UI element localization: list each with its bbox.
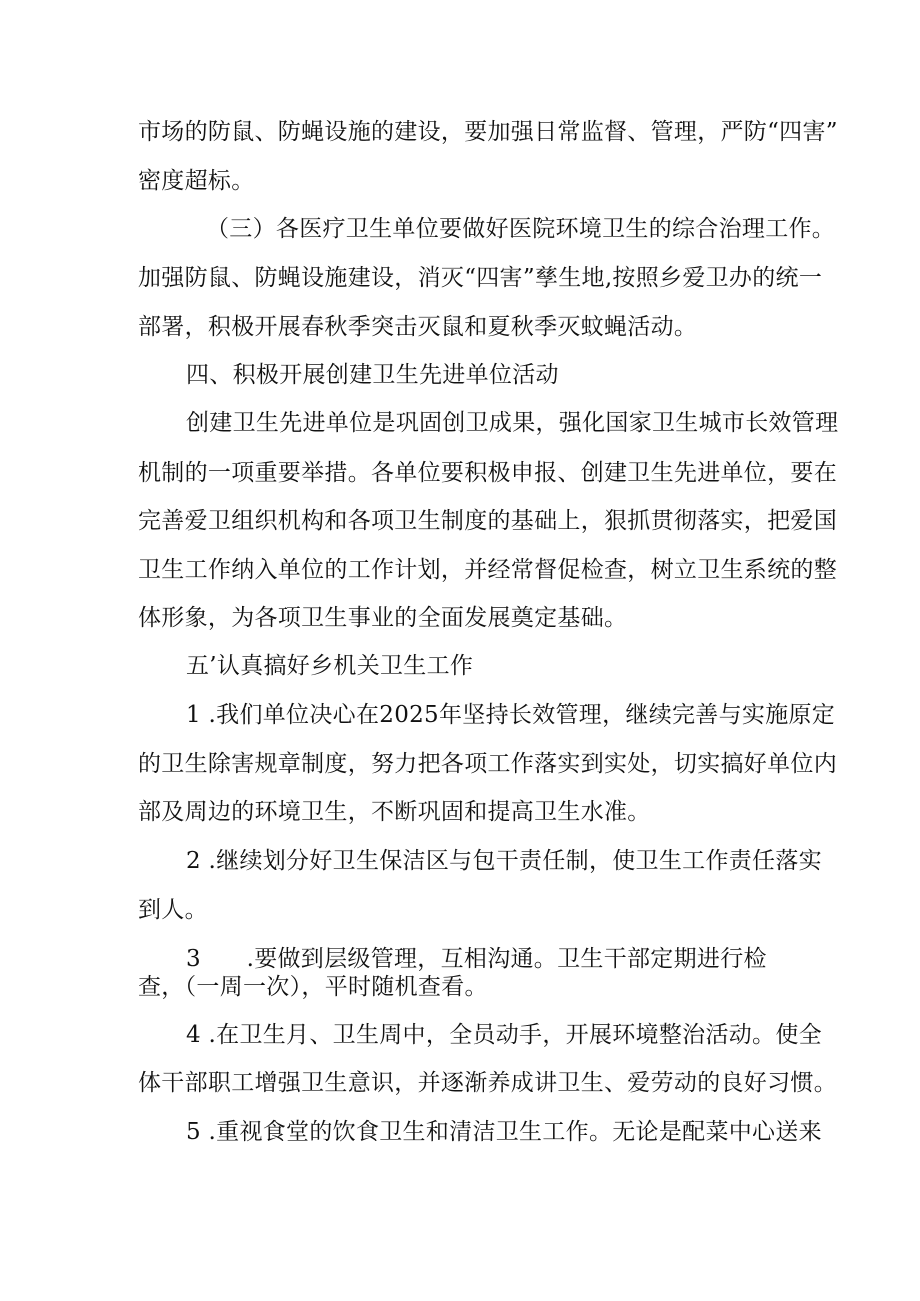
paragraph-line: 部署，积极开展春秋季突击灭鼠和夏秋季灭蚊蝇活动。 (138, 314, 698, 340)
paragraph-line: 完善爱卫组织机构和各项卫生制度的基础上，狠抓贯彻落实，把爱国 (138, 508, 837, 534)
paragraph-line: 机制的一项重要举措。各单位要积极申报、创建卫生先进单位，要在 (138, 460, 837, 486)
list-item: 3 .要做到层级管理，互相沟通。卫生干部定期进行检 (186, 946, 767, 972)
paragraph-line: 加强防鼠、防蝇设施建设，消灭“四害”孳生地,按照乡爱卫办的统一 (138, 265, 823, 291)
section-heading: 四、积极开展创建卫生先进单位活动 (186, 362, 559, 388)
paragraph-line: 体形象，为各项卫生事业的全面发展奠定基础。 (138, 605, 628, 631)
paragraph-line: 的卫生除害规章制度，努力把各项工作落实到实处，切实搞好单位内 (138, 751, 837, 777)
paragraph-line: 体干部职工增强卫生意识，并逐渐养成讲卫生、爱劳动的良好习惯。 (138, 1070, 837, 1096)
section-heading: 五’认真搞好乡机关卫生工作 (186, 653, 474, 679)
paragraph-line: 到人。 (138, 897, 208, 923)
paragraph-line: 部及周边的环境卫生，不断巩固和提高卫生水准。 (138, 799, 651, 825)
list-item: 4 .在卫生月、卫生周中，全员动手，开展环境整治活动。使全 (186, 1022, 822, 1048)
list-item: 5 .重视食堂的饮食卫生和清洁卫生工作。无论是配菜中心送来 (186, 1119, 822, 1145)
list-item: 1 .我们单位决心在2025年坚持长效管理，继续完善与实施原定 (186, 702, 836, 728)
paragraph-line: 市场的防鼠、防蝇设施的建设，要加强日常监督、管理，严防“四害” (138, 119, 838, 145)
section-heading: （三）各医疗卫生单位要做好医院环境卫生的综合治理工作。 (206, 216, 836, 242)
paragraph-line: 密度超标。 (138, 168, 255, 194)
paragraph-line: 卫生工作纳入单位的工作计划，并经常督促检查，树立卫生系统的整 (138, 557, 837, 583)
paragraph-line: 查，（一周一次），平时随机查看。 (138, 974, 488, 1000)
list-item: 2 .继续划分好卫生保洁区与包干责任制，使卫生工作责任落实 (186, 848, 822, 874)
paragraph-line: 创建卫生先进单位是巩固创卫成果，强化国家卫生城市长效管理 (186, 410, 839, 436)
